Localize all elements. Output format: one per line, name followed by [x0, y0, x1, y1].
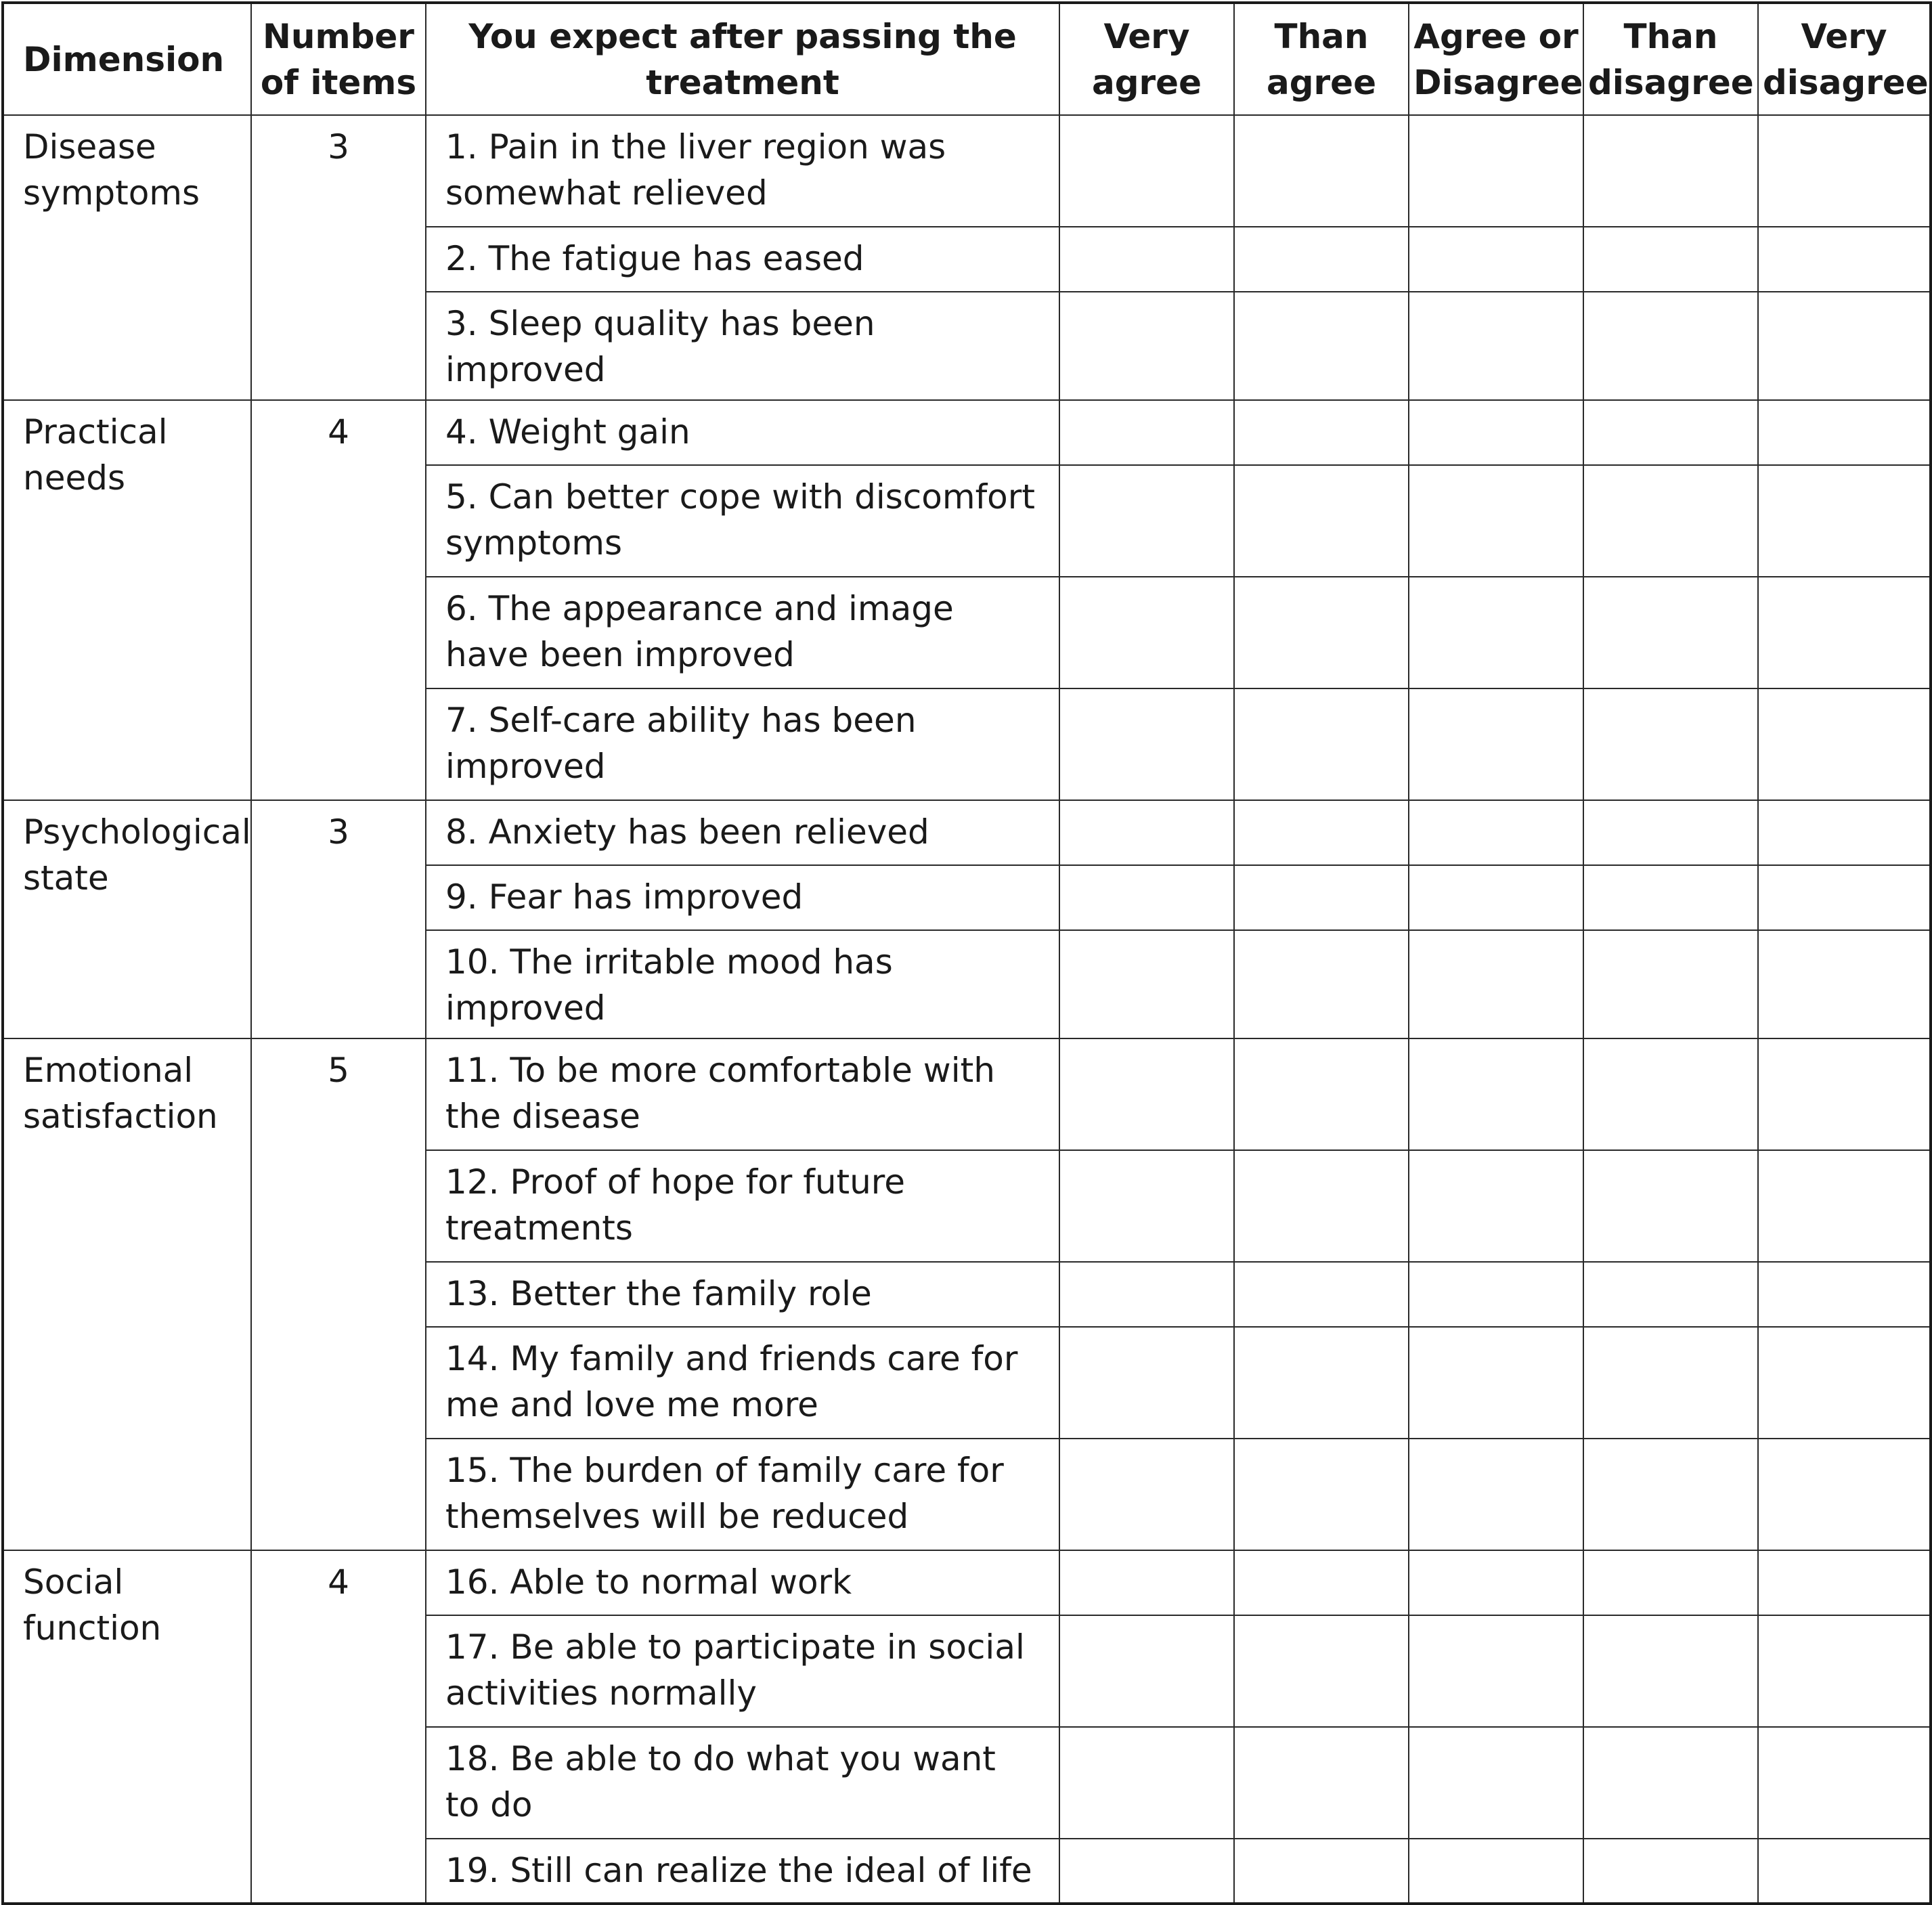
response-cell-agree-or-disagree[interactable]: [1409, 865, 1583, 930]
response-cell-agree-or-disagree[interactable]: [1409, 800, 1583, 865]
header-row: [3, 3, 1931, 115]
response-cell-very-disagree[interactable]: [1758, 1327, 1931, 1439]
response-cell-than-disagree[interactable]: [1583, 1727, 1758, 1839]
response-cell-very-agree[interactable]: [1059, 1839, 1234, 1904]
dimension-cell: Psychological state: [3, 800, 251, 1038]
response-cell-very-disagree[interactable]: [1758, 1439, 1931, 1550]
table-row: [3, 1550, 1931, 1615]
table-row: [3, 115, 1931, 227]
survey-item-text: 4. Weight gain: [426, 400, 1059, 465]
response-cell-than-disagree[interactable]: [1583, 400, 1758, 465]
response-cell-agree-or-disagree[interactable]: [1409, 1839, 1583, 1904]
response-cell-agree-or-disagree[interactable]: [1409, 115, 1583, 227]
response-cell-agree-or-disagree[interactable]: [1409, 1038, 1583, 1150]
response-cell-agree-or-disagree[interactable]: [1409, 292, 1583, 400]
response-cell-very-disagree[interactable]: [1758, 227, 1931, 292]
response-cell-very-disagree[interactable]: [1758, 1839, 1931, 1904]
header-very-agree: Very agree: [1059, 3, 1234, 115]
header-very-disagree: Very disagree: [1758, 3, 1931, 115]
response-cell-than-agree[interactable]: [1234, 465, 1409, 577]
response-cell-than-agree[interactable]: [1234, 577, 1409, 688]
response-cell-agree-or-disagree[interactable]: [1409, 1439, 1583, 1550]
response-cell-than-agree[interactable]: [1234, 292, 1409, 400]
response-cell-very-agree[interactable]: [1059, 1150, 1234, 1262]
response-cell-very-agree[interactable]: [1059, 115, 1234, 227]
response-cell-than-agree[interactable]: [1234, 1150, 1409, 1262]
response-cell-agree-or-disagree[interactable]: [1409, 577, 1583, 688]
response-cell-very-agree[interactable]: [1059, 1262, 1234, 1327]
response-cell-than-disagree[interactable]: [1583, 1439, 1758, 1550]
header-expectation: You expect after passing the treatment: [426, 3, 1059, 115]
response-cell-very-disagree[interactable]: [1758, 292, 1931, 400]
response-cell-very-disagree[interactable]: [1758, 1550, 1931, 1615]
response-cell-very-disagree[interactable]: [1758, 1262, 1931, 1327]
dimension-cell: Social function: [3, 1550, 251, 1904]
response-cell-than-disagree[interactable]: [1583, 1327, 1758, 1439]
survey-item-text: 12. Proof of hope for future treatments: [426, 1150, 1059, 1262]
response-cell-agree-or-disagree[interactable]: [1409, 930, 1583, 1038]
item-count-cell: 4: [251, 400, 426, 800]
response-cell-than-agree[interactable]: [1234, 1550, 1409, 1615]
response-cell-than-disagree[interactable]: [1583, 865, 1758, 930]
item-count-cell: 4: [251, 1550, 426, 1904]
response-cell-than-disagree[interactable]: [1583, 465, 1758, 577]
table-header: [3, 3, 1931, 115]
header-agree-or-disagree: Agree or Disagree: [1409, 3, 1583, 115]
response-cell-agree-or-disagree[interactable]: [1409, 1727, 1583, 1839]
item-count-cell: 3: [251, 115, 426, 400]
table-row: [3, 800, 1931, 865]
response-cell-than-agree[interactable]: [1234, 1615, 1409, 1727]
response-cell-very-disagree[interactable]: [1758, 865, 1931, 930]
response-cell-agree-or-disagree[interactable]: [1409, 1327, 1583, 1439]
survey-item-text: 3. Sleep quality has been improved: [426, 292, 1059, 400]
survey-item-text: 13. Better the family role: [426, 1262, 1059, 1327]
survey-item-text: 14. My family and friends care for me and love me more: [426, 1327, 1059, 1439]
survey-item-text: 2. The fatigue has eased: [426, 227, 1059, 292]
response-cell-than-disagree[interactable]: [1583, 115, 1758, 227]
response-cell-very-agree[interactable]: [1059, 465, 1234, 577]
response-cell-agree-or-disagree[interactable]: [1409, 1262, 1583, 1327]
response-cell-than-disagree[interactable]: [1583, 1038, 1758, 1150]
survey-item-text: 17. Be able to participate in social activities normally: [426, 1615, 1059, 1727]
survey-item-text: 6. The appearance and image have been improved: [426, 577, 1059, 688]
response-cell-very-agree[interactable]: [1059, 930, 1234, 1038]
survey-item-text: 5. Can better cope with discomfort symptoms: [426, 465, 1059, 577]
dimension-cell: Disease symptoms: [3, 115, 251, 400]
response-cell-very-disagree[interactable]: [1758, 115, 1931, 227]
response-cell-very-disagree[interactable]: [1758, 1615, 1931, 1727]
response-cell-than-agree[interactable]: [1234, 1839, 1409, 1904]
response-cell-than-disagree[interactable]: [1583, 688, 1758, 800]
response-cell-than-agree[interactable]: [1234, 400, 1409, 465]
response-cell-agree-or-disagree[interactable]: [1409, 400, 1583, 465]
response-cell-than-disagree[interactable]: [1583, 1550, 1758, 1615]
response-cell-agree-or-disagree[interactable]: [1409, 1615, 1583, 1727]
response-cell-agree-or-disagree[interactable]: [1409, 227, 1583, 292]
response-cell-very-agree[interactable]: [1059, 292, 1234, 400]
survey-item-text: 9. Fear has improved: [426, 865, 1059, 930]
response-cell-very-agree[interactable]: [1059, 1550, 1234, 1615]
response-cell-than-agree[interactable]: [1234, 1439, 1409, 1550]
response-cell-than-disagree[interactable]: [1583, 1262, 1758, 1327]
response-cell-very-disagree[interactable]: [1758, 800, 1931, 865]
survey-item-text: 19. Still can realize the ideal of life: [426, 1839, 1059, 1904]
response-cell-agree-or-disagree[interactable]: [1409, 465, 1583, 577]
response-cell-very-agree[interactable]: [1059, 1038, 1234, 1150]
item-count-cell: 5: [251, 1038, 426, 1550]
response-cell-than-agree[interactable]: [1234, 688, 1409, 800]
response-cell-than-disagree[interactable]: [1583, 1150, 1758, 1262]
response-cell-agree-or-disagree[interactable]: [1409, 688, 1583, 800]
dimension-cell: Emotional satisfaction: [3, 1038, 251, 1550]
header-dimension: Dimension: [3, 3, 251, 115]
table-row: [3, 1038, 1931, 1150]
response-cell-very-disagree[interactable]: [1758, 577, 1931, 688]
response-cell-very-agree[interactable]: [1059, 1327, 1234, 1439]
survey-item-text: 10. The irritable mood has improved: [426, 930, 1059, 1038]
response-cell-than-agree[interactable]: [1234, 865, 1409, 930]
response-cell-than-disagree[interactable]: [1583, 800, 1758, 865]
survey-item-text: 16. Able to normal work: [426, 1550, 1059, 1615]
response-cell-very-disagree[interactable]: [1758, 1150, 1931, 1262]
header-than-agree: Than agree: [1234, 3, 1409, 115]
response-cell-than-agree[interactable]: [1234, 1327, 1409, 1439]
response-cell-than-disagree[interactable]: [1583, 292, 1758, 400]
header-number-of-items: Number of items: [251, 3, 426, 115]
survey-item-text: 8. Anxiety has been relieved: [426, 800, 1059, 865]
response-cell-very-agree[interactable]: [1059, 1727, 1234, 1839]
response-cell-very-agree[interactable]: [1059, 400, 1234, 465]
response-cell-than-agree[interactable]: [1234, 800, 1409, 865]
response-cell-very-agree[interactable]: [1059, 1615, 1234, 1727]
response-cell-very-disagree[interactable]: [1758, 930, 1931, 1038]
response-cell-agree-or-disagree[interactable]: [1409, 1150, 1583, 1262]
response-cell-than-disagree[interactable]: [1583, 1615, 1758, 1727]
response-cell-than-agree[interactable]: [1234, 1262, 1409, 1327]
response-cell-than-agree[interactable]: [1234, 227, 1409, 292]
response-cell-very-agree[interactable]: [1059, 1439, 1234, 1550]
response-cell-than-agree[interactable]: [1234, 115, 1409, 227]
response-cell-agree-or-disagree[interactable]: [1409, 1550, 1583, 1615]
dimension-cell: Practical needs: [3, 400, 251, 800]
response-cell-very-disagree[interactable]: [1758, 1038, 1931, 1150]
response-cell-very-agree[interactable]: [1059, 865, 1234, 930]
response-cell-very-agree[interactable]: [1059, 688, 1234, 800]
survey-item-text: 7. Self-care ability has been improved: [426, 688, 1059, 800]
response-cell-very-disagree[interactable]: [1758, 400, 1931, 465]
response-cell-than-disagree[interactable]: [1583, 227, 1758, 292]
item-count-cell: 3: [251, 800, 426, 1038]
survey-item-text: 11. To be more comfortable with the disease: [426, 1038, 1059, 1150]
response-cell-than-agree[interactable]: [1234, 1727, 1409, 1839]
survey-item-text: 1. Pain in the liver region was somewhat relieved: [426, 115, 1059, 227]
response-cell-very-disagree[interactable]: [1758, 688, 1931, 800]
response-cell-very-agree[interactable]: [1059, 227, 1234, 292]
table-row: [3, 400, 1931, 465]
header-than-disagree: Than disagree: [1583, 3, 1758, 115]
response-cell-very-disagree[interactable]: [1758, 1727, 1931, 1839]
response-cell-very-disagree[interactable]: [1758, 465, 1931, 577]
response-cell-very-agree[interactable]: [1059, 577, 1234, 688]
response-cell-very-agree[interactable]: [1059, 800, 1234, 865]
expectation-survey-table: [1, 1, 1932, 1905]
response-cell-than-agree[interactable]: [1234, 930, 1409, 1038]
response-cell-than-disagree[interactable]: [1583, 577, 1758, 688]
table-body: [3, 115, 1931, 1904]
response-cell-than-disagree[interactable]: [1583, 930, 1758, 1038]
survey-item-text: 18. Be able to do what you want to do: [426, 1727, 1059, 1839]
response-cell-than-agree[interactable]: [1234, 1038, 1409, 1150]
response-cell-than-disagree[interactable]: [1583, 1839, 1758, 1904]
survey-item-text: 15. The burden of family care for themselves will be reduced: [426, 1439, 1059, 1550]
